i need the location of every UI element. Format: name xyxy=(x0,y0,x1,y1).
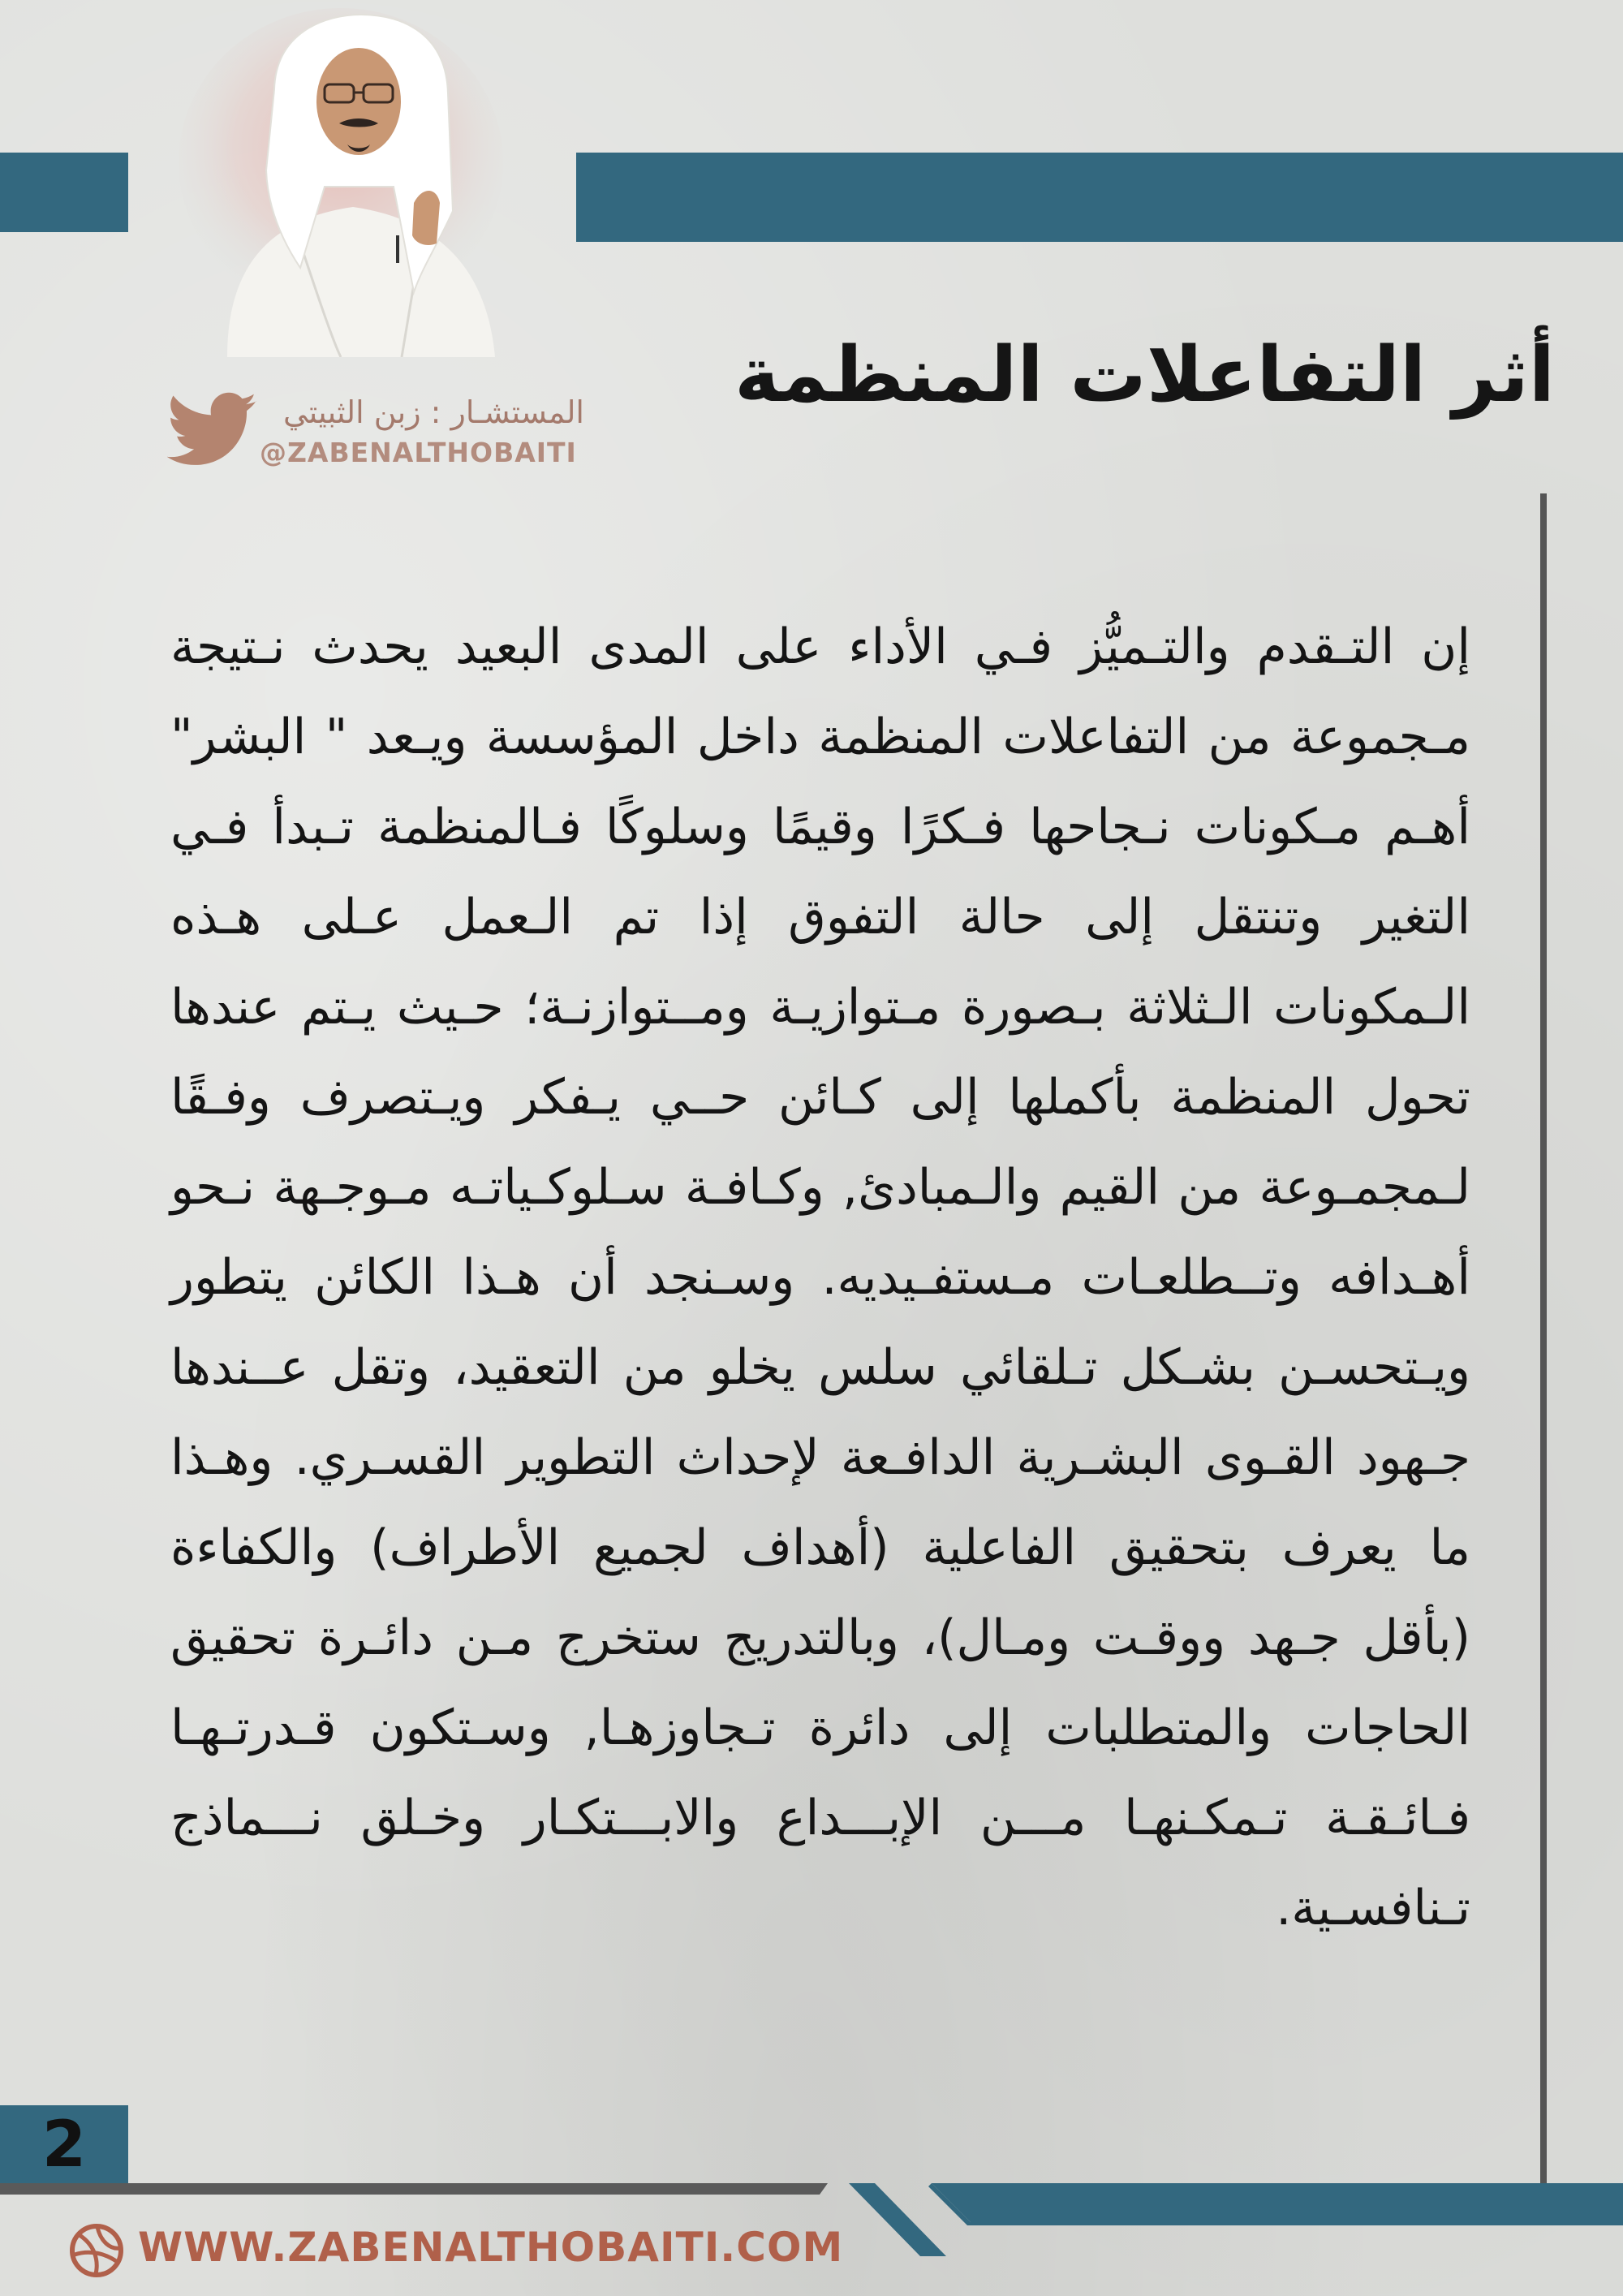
twitter-bird-icon[interactable] xyxy=(167,391,258,469)
page-number: 2 xyxy=(41,2109,87,2182)
page-title: أثر التفاعلات المنظمة xyxy=(734,331,1555,420)
header-bar-right xyxy=(576,153,1623,242)
header-bar-left xyxy=(0,153,128,232)
globe-icon xyxy=(68,2222,125,2279)
author-credit xyxy=(162,385,584,482)
website-footer xyxy=(68,2221,961,2285)
author-portrait xyxy=(179,0,527,357)
article-body: إن التـقدم والتـميُّز فـي الأداء على المدى البعيد يحدث نـتيجة مـجموعة من التفاعلات المنظمة داخل المؤسسة ويـعد " البشر" أهـم مـكونات نـجاحها فـكرًا وقيمًا وسلوكًا فـالمنظمة تـبدأ فـي التغير وتنتقل إلى حالة التفوق إذا تم الـعمل عـلى هـذه الـمكونات الـثلاثة بـصورة مـتوازيـة ومــتوازنـة؛ حـيث يـتم عندها تحول المنظمة بأكملها إلى كـائن حــي يـفكر ويـتصرف وفـقًا لـمجمـوعة من القيم والـمبادئ, وكـافـة سـلوكـياتـه مـوجـهة نـحو أهـدافه وتــطلعـات مـستفـيديه. وسـنجد أن هـذا الكائن يتطور ويـتحسـن بشـكل تـلقائي سلس يخلو من التعقيد، وتقل عــندها جـهود القـوى البشـرية الدافـعة لإحداث التطوير القسـري. وهـذا ما يعرف بتحقيق الفاعلية (أهداف لجميع الأطراف) والكفاءة (بأقل جـهد ووقـت ومـال)، وبالتدريج ستخرج مـن دائـرة تحقيق الحاجات والمتطلبات إلى دائرة تـجاوزهـا, وسـتكون قـدرتـهـا فـائـقـة تـمكـنهـا مـــن الإبـــداع والابـــتكـار وخـلق نـــماذج تـنافسـية. xyxy=(170,618,1470,1936)
vertical-divider xyxy=(1540,493,1547,2187)
author-name: المستشـار : زبن الثبيتي xyxy=(282,394,584,430)
website-link[interactable]: WWW.ZABENALTHOBAITI.COM xyxy=(138,2224,844,2271)
page-number-badge xyxy=(0,2105,128,2188)
author-handle[interactable]: @ZABENALTHOBAITI xyxy=(260,437,577,468)
